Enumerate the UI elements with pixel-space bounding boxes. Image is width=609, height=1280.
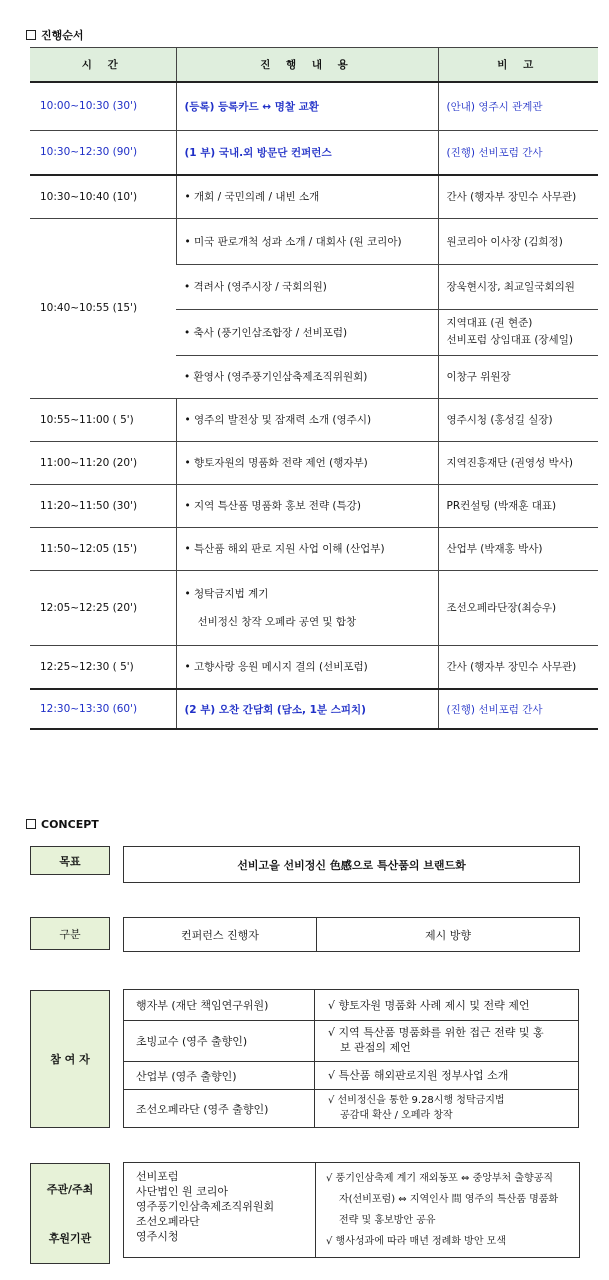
table-row: 10:40~10:55 (15') • 미국 판로개척 성과 소개 / 대회사 (원 코리아) 원코리아 이사장 (김희정) bbox=[30, 218, 598, 264]
concept-section-title: CONCEPT bbox=[26, 818, 99, 831]
schedule-table bbox=[30, 47, 598, 730]
org-list bbox=[124, 1163, 316, 1257]
division-label: 구분 bbox=[30, 917, 110, 950]
header-content: 진 행 내 용 bbox=[176, 48, 438, 83]
table-row: 11:20~11:50 (30') • 지역 특산품 명품화 홍보 전략 (특강) PR컨설팅 (박재훈 대표) bbox=[30, 484, 598, 527]
list-item: 조선오페라단 bbox=[136, 1215, 200, 1228]
table-row: 10:00~10:30 (30') (등록) 등록카드 ↔ 명찰 교환 (안내) 영주시 관계관 bbox=[30, 82, 598, 130]
list-item: √ 풍기인삼축제 계기 재외동포 ⇔ 중앙부처 출향공직 bbox=[326, 1173, 554, 1184]
table-header-row bbox=[30, 48, 598, 83]
table-row: 10:55~11:00 ( 5') • 영주의 발전상 및 잠재력 소개 (영주시) 영주시청 (홍성길 실장) bbox=[30, 398, 598, 441]
table-row: 12:30~13:30 (60') (2 부) 오찬 간담회 (담소, 1분 스피치) (진행) 선비포럼 간사 bbox=[30, 689, 598, 729]
list-item: 영주시청 bbox=[136, 1230, 179, 1243]
list-item: 사단법인 원 코리아 bbox=[136, 1185, 229, 1198]
participant-row: 산업부 (영주 출향인) √ 특산품 해외판로지원 정부사업 소개 bbox=[123, 1062, 579, 1090]
list-item: 자(선비포럼) ⇔ 지역인사 間 영주의 특산품 명품화 bbox=[339, 1194, 559, 1205]
table-row: • 축사 (풍기인삼조합장 / 선비포럼) 지역대표 (권 현준) 선비포럼 상임대표 (장세일) bbox=[30, 309, 598, 355]
table-row: • 격려사 (영주시장 / 국회의원) 장욱현시장, 최교일국회의원 bbox=[30, 264, 598, 309]
checkbox-square-icon bbox=[26, 819, 36, 829]
schedule-section-title: 진행순서 bbox=[26, 27, 84, 43]
header-time: 시 간 bbox=[30, 48, 176, 83]
participant-row: 행자부 (재단 책임연구위원) √ 향토자원 명품화 사례 제시 및 전략 제언 bbox=[123, 989, 579, 1021]
host-sponsor-label: 주관/주최 후원기관 bbox=[30, 1163, 110, 1264]
list-item: 선비포럼 bbox=[136, 1170, 179, 1183]
direction-list bbox=[316, 1163, 579, 1257]
list-item: 영주풍기인삼축제조직위원회 bbox=[136, 1200, 275, 1213]
division-header bbox=[123, 917, 580, 952]
header-note: 비 고 bbox=[438, 48, 598, 83]
goal-text: 선비고을 선비정신 色感으로 특산품의 브랜드화 bbox=[123, 846, 580, 883]
host-sponsor-box bbox=[123, 1162, 580, 1258]
table-row: 10:30~12:30 (90') (1 부) 국내.외 방문단 컨퍼런스 (진행) 선비포럼 간사 bbox=[30, 130, 598, 175]
participant-row: 조선오페라단 (영주 출향인) √ 선비정신을 통한 9.28시행 청탁금지법 공감대 확산 / 오페라 창작 bbox=[123, 1090, 579, 1128]
list-item: √ 행사성과에 따라 매년 정례화 방안 모색 bbox=[326, 1236, 507, 1247]
division-col1: 컨퍼런스 진행자 bbox=[124, 918, 317, 951]
goal-label: 목표 bbox=[30, 846, 110, 875]
participants-label: 참 여 자 bbox=[30, 990, 110, 1128]
table-row: • 환영사 (영주풍기인삼축제조직위원회) 이창구 위원장 bbox=[30, 355, 598, 398]
participant-row: 초빙교수 (영주 출향인) √ 지역 특산품 명품화를 위한 접근 전략 및 홍 보 관점의 제언 bbox=[123, 1021, 579, 1062]
list-item: 전략 및 홍보방안 공유 bbox=[339, 1215, 436, 1226]
division-col2: 제시 방향 bbox=[424, 928, 471, 942]
table-row: 12:25~12:30 ( 5') • 고향사랑 응원 메시지 결의 (선비포럼) 간사 (행자부 장민수 사무관) bbox=[30, 645, 598, 689]
table-row: 11:00~11:20 (20') • 향토자원의 명품화 전략 제언 (행자부) 지역진흥재단 (권영성 박사) bbox=[30, 441, 598, 484]
table-row: 12:05~12:25 (20') • 청탁금지법 계기 선비정신 창작 오페라 공연 및 합창 조선오페라단장(최승우) bbox=[30, 570, 598, 645]
table-row: 10:30~10:40 (10') • 개회 / 국민의례 / 내빈 소개 간사 (행자부 장민수 사무관) bbox=[30, 175, 598, 218]
table-row: 11:50~12:05 (15') • 특산품 해외 판로 지원 사업 이해 (산업부) 산업부 (박재홍 박사) bbox=[30, 527, 598, 570]
checkbox-square-icon bbox=[26, 30, 36, 40]
